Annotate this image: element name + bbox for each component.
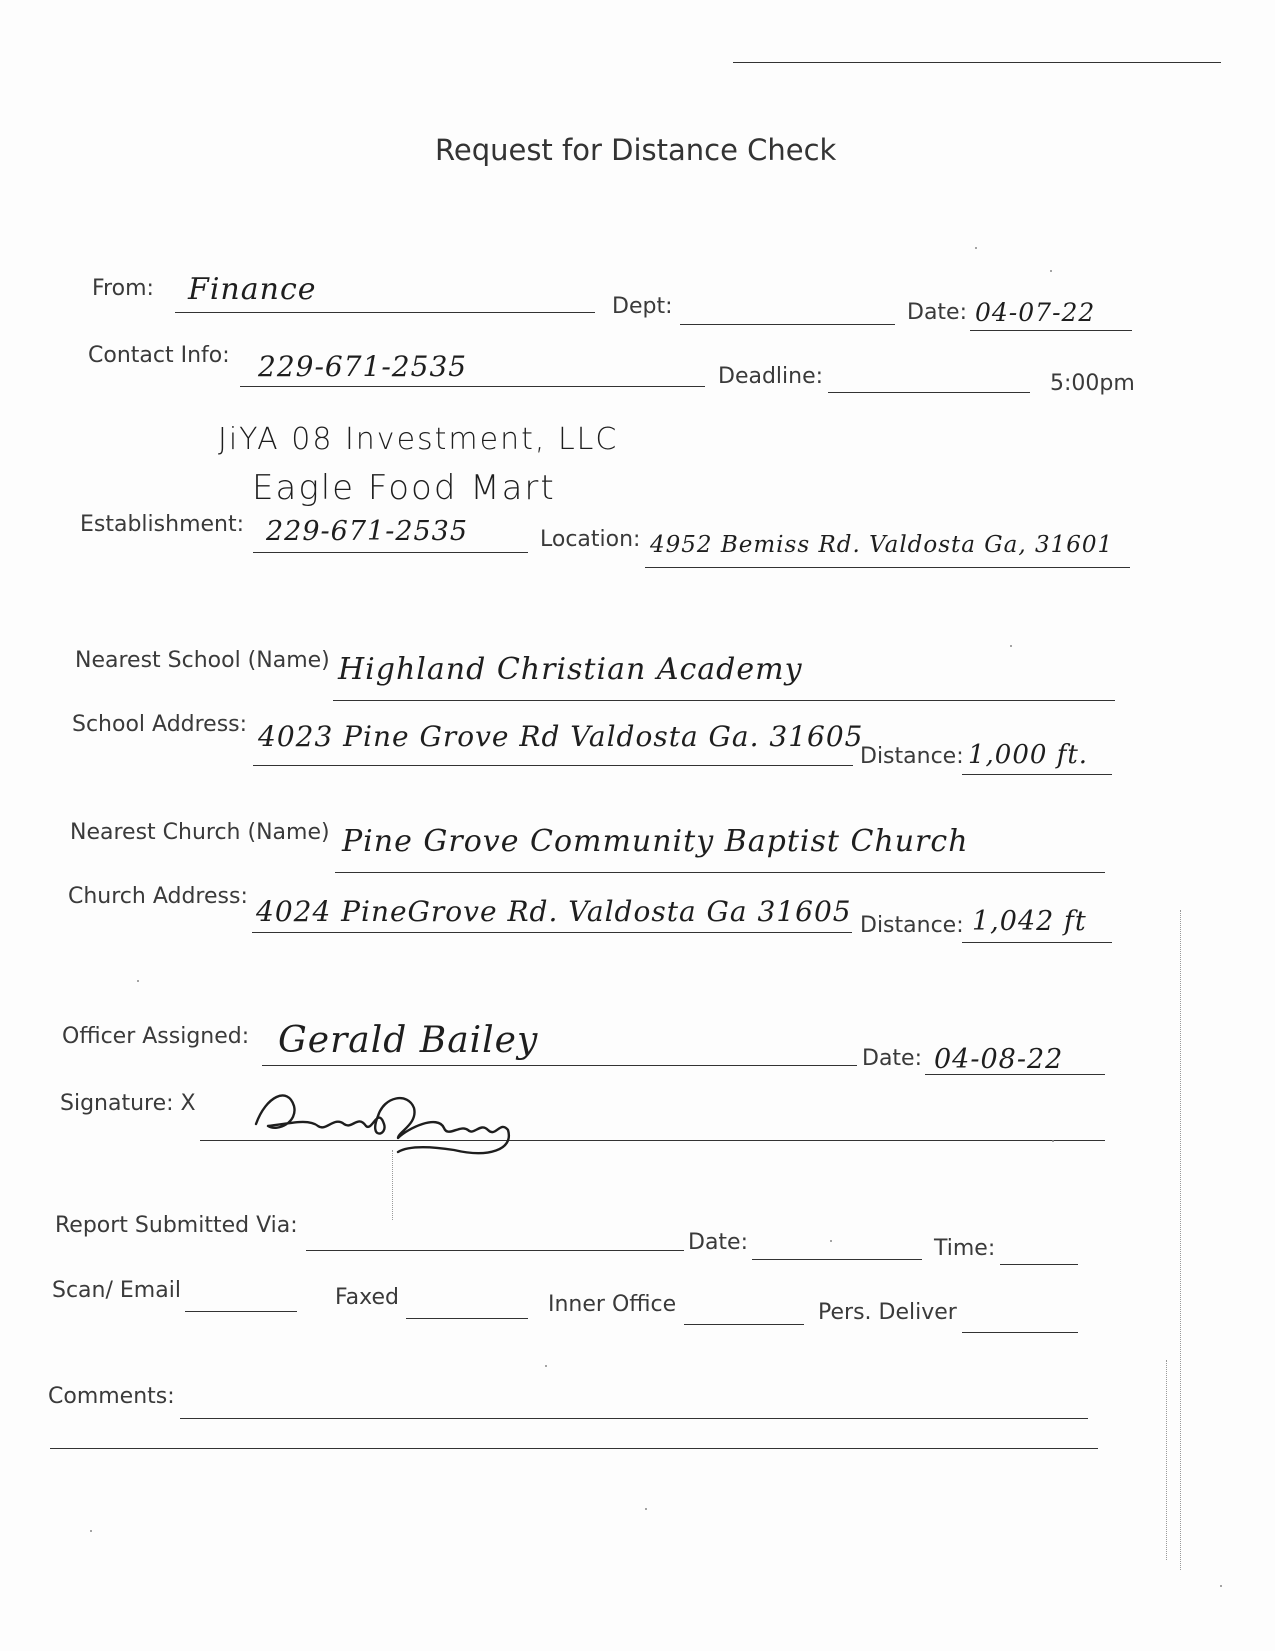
officer-date-label: Date: [862,1046,922,1071]
scan-speck [545,1365,547,1367]
deadline-time: 5:00pm [1050,371,1135,396]
inner-office-label: Inner Office [548,1292,677,1317]
report-date-label: Date: [688,1230,748,1255]
scan-edge-artifact [1180,910,1181,1570]
officer-date-value: 04-08-22 [934,1044,1064,1075]
establishment-label: Establishment: [80,512,245,537]
dept-label: Dept: [612,294,673,319]
comments-label: Comments: [48,1384,175,1409]
from-line [175,312,595,313]
nearest-church-line [335,872,1105,873]
scan-speck [1050,270,1052,272]
comments-line-1 [180,1418,1088,1419]
dept-line [680,324,895,325]
scan-speck [1010,645,1012,647]
location-label: Location: [540,527,641,552]
scan-speck [830,1240,832,1242]
church-distance-line [962,942,1112,943]
school-distance-value: 1,000 ft. [968,740,1089,770]
comments-line-2 [50,1448,1098,1449]
officer-assigned-label: Officer Assigned: [62,1024,250,1049]
deadline-line [828,392,1030,393]
scan-email-label: Scan/ Email [52,1278,181,1303]
school-address-label: School Address: [72,712,248,737]
officer-assigned-value: Gerald Bailey [278,1020,539,1061]
contact-info-label: Contact Info: [88,343,230,368]
deadline-label: Deadline: [718,364,824,389]
scan-speck [1220,1585,1222,1587]
church-address-line [252,932,852,933]
report-date-line [752,1259,922,1260]
establishment-name-line2: Eagle Food Mart [252,468,556,508]
top-rule [733,62,1221,63]
nearest-school-line [333,700,1115,701]
report-time-label: Time: [934,1236,996,1261]
handwritten-signature [248,1066,548,1156]
establishment-line [253,552,528,553]
location-value: 4952 Bemiss Rd. Valdosta Ga, 31601 [650,532,1114,558]
school-address-value: 4023 Pine Grove Rd Valdosta Ga. 31605 [258,720,864,753]
scan-speck [90,1530,92,1532]
date-value: 04-07-22 [975,298,1096,327]
date-label: Date: [907,300,967,325]
faxed-label: Faxed [335,1285,399,1310]
school-distance-line [962,774,1112,775]
signature-label: Signature: X [60,1091,196,1116]
school-distance-label: Distance: [860,744,964,769]
report-submitted-line [306,1250,684,1251]
establishment-value: 229-671-2535 [266,516,469,547]
form-title: Request for Distance Check [435,133,837,167]
pers-deliver-label: Pers. Deliver [818,1300,957,1325]
date-line [970,330,1132,331]
from-value: Finance [188,272,317,307]
nearest-school-value: Highland Christian Academy [338,652,803,687]
scan-email-line [185,1311,297,1312]
contact-info-value: 229-671-2535 [258,350,468,383]
church-distance-value: 1,042 ft [972,906,1087,937]
report-time-line [1000,1264,1078,1265]
scan-speck [1052,1140,1054,1142]
location-line [645,567,1130,568]
church-distance-label: Distance: [860,913,964,938]
school-address-line [253,765,853,766]
church-address-label: Church Address: [68,884,248,909]
inner-office-line [684,1324,804,1325]
establishment-name-line1: JiYA 08 Investment, LLC [218,422,619,457]
nearest-church-value: Pine Grove Community Baptist Church [342,824,969,859]
report-submitted-label: Report Submitted Via: [55,1213,298,1238]
nearest-church-label: Nearest Church (Name) [70,820,330,845]
scan-edge-artifact [1166,1360,1167,1560]
church-address-value: 4024 PineGrove Rd. Valdosta Ga 31605 [256,895,852,928]
faxed-line [406,1318,528,1319]
scan-speck [645,1508,647,1510]
contact-info-line [240,386,705,387]
from-label: From: [92,276,154,301]
scan-speck [975,247,977,249]
pers-deliver-line [962,1332,1078,1333]
scan-edge-artifact [392,1150,393,1220]
scan-speck [137,980,139,982]
nearest-school-label: Nearest School (Name) [75,648,330,673]
